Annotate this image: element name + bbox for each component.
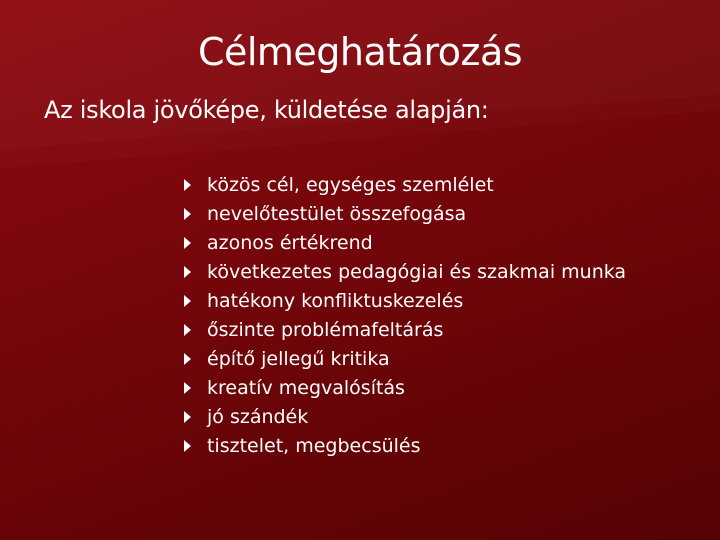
triangle-right-icon <box>184 295 191 307</box>
bullet-text: kreatív megvalósítás <box>207 376 405 399</box>
bullet-text: hatékony konfliktuskezelés <box>207 289 464 312</box>
triangle-right-icon <box>184 266 191 278</box>
bullet-text: következetes pedagógiai és szakmai munka <box>207 260 627 283</box>
triangle-right-icon <box>184 411 191 423</box>
triangle-right-icon <box>184 353 191 365</box>
bullet-text: azonos értékrend <box>207 231 373 254</box>
bullet-item <box>182 344 626 373</box>
triangle-right-icon <box>184 179 191 191</box>
bullet-item <box>182 431 626 460</box>
bullet-item <box>182 315 626 344</box>
slide-subtitle: Az iskola jövőképe, küldetése alapján: <box>44 96 489 124</box>
triangle-right-icon <box>184 208 191 220</box>
bullet-text: nevelőtestület összefogása <box>207 202 467 225</box>
bullet-item <box>182 199 626 228</box>
triangle-right-icon <box>184 440 191 452</box>
bullet-text: közös cél, egységes szemlélet <box>207 173 494 196</box>
bullet-item <box>182 170 626 199</box>
triangle-right-icon <box>184 324 191 336</box>
triangle-right-icon <box>184 237 191 249</box>
bullet-item <box>182 373 626 402</box>
triangle-right-icon <box>184 382 191 394</box>
bullet-item <box>182 286 626 315</box>
bullet-text: építő jellegű kritika <box>207 347 390 370</box>
bullet-item <box>182 402 626 431</box>
slide-title: Célmeghatározás <box>197 30 523 74</box>
bullet-text: jó szándék <box>207 405 309 428</box>
bullet-item <box>182 228 626 257</box>
bullet-list <box>182 170 626 460</box>
bullet-text: őszinte problémafeltárás <box>207 318 444 341</box>
bullet-item <box>182 257 626 286</box>
bullet-text: tisztelet, megbecsülés <box>207 434 421 457</box>
